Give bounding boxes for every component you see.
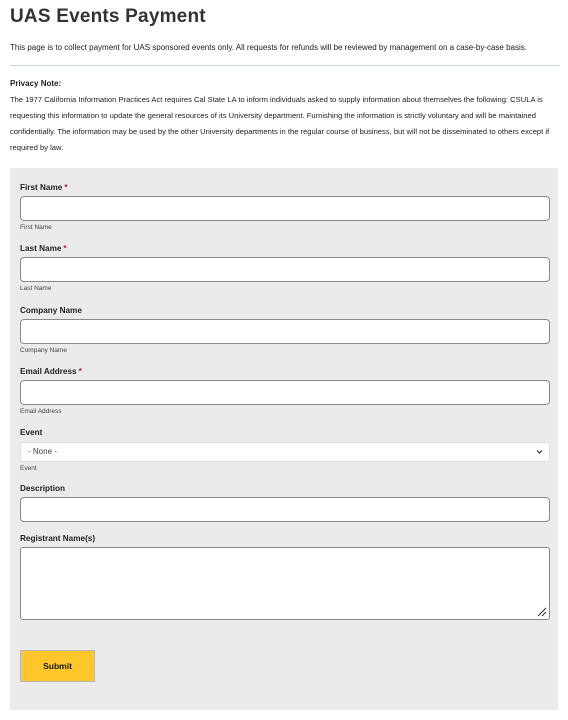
required-marker: * xyxy=(78,367,82,376)
company-name-label: Company Name xyxy=(20,306,82,315)
event-sublabel: Event xyxy=(20,465,37,472)
privacy-heading: Privacy Note: xyxy=(10,79,62,88)
required-marker: * xyxy=(64,183,68,192)
company-name-field xyxy=(20,306,550,355)
email-label: Email Address xyxy=(20,367,77,376)
email-sublabel: Email Address xyxy=(20,408,62,415)
page xyxy=(0,0,568,156)
last-name-field xyxy=(20,244,550,293)
description-label: Description xyxy=(20,484,66,493)
last-name-label: Last Name xyxy=(20,244,62,253)
last-name-input[interactable] xyxy=(20,257,550,282)
company-name-sublabel: Company Name xyxy=(20,347,67,354)
resize-handle-icon[interactable] xyxy=(537,607,547,617)
first-name-input[interactable] xyxy=(20,196,550,221)
divider xyxy=(10,65,560,66)
email-input[interactable] xyxy=(20,380,550,405)
event-field xyxy=(20,428,550,473)
registrants-textarea[interactable] xyxy=(20,547,550,620)
privacy-text: The 1977 California Information Practices Act requires Cal State LA to inform individuals asked to supply information about themselves the following: CSULA is requesting this information to update the general resources of its University department. Furnishing the information is strictly voluntary and will be maintained confidentially. The information may be used by the other University departments in the regular course of business, but will not be disseminated to others except if required by law. xyxy=(10,95,550,152)
page-title: UAS Events Payment xyxy=(10,6,206,27)
submit-button[interactable]: Submit xyxy=(20,650,95,682)
payment-form xyxy=(10,168,558,710)
first-name-label: First Name xyxy=(20,183,63,192)
event-selected-value: - None - xyxy=(28,447,57,456)
first-name-sublabel: First Name xyxy=(20,224,52,231)
required-marker: * xyxy=(63,244,67,253)
company-name-input[interactable] xyxy=(20,319,550,344)
registrants-field xyxy=(20,534,550,620)
intro-text: This page is to collect payment for UAS sponsored events only. All requests for refunds will be reviewed by management on a case-by-case basis. xyxy=(10,43,527,52)
event-select[interactable] xyxy=(20,442,550,462)
registrants-label: Registrant Name(s) xyxy=(20,534,96,543)
email-field xyxy=(20,367,550,416)
description-input[interactable] xyxy=(20,497,550,522)
chevron-down-icon xyxy=(536,449,543,455)
description-field xyxy=(20,484,550,522)
first-name-field xyxy=(20,183,550,232)
event-label: Event xyxy=(20,428,43,437)
last-name-sublabel: Last Name xyxy=(20,285,52,292)
